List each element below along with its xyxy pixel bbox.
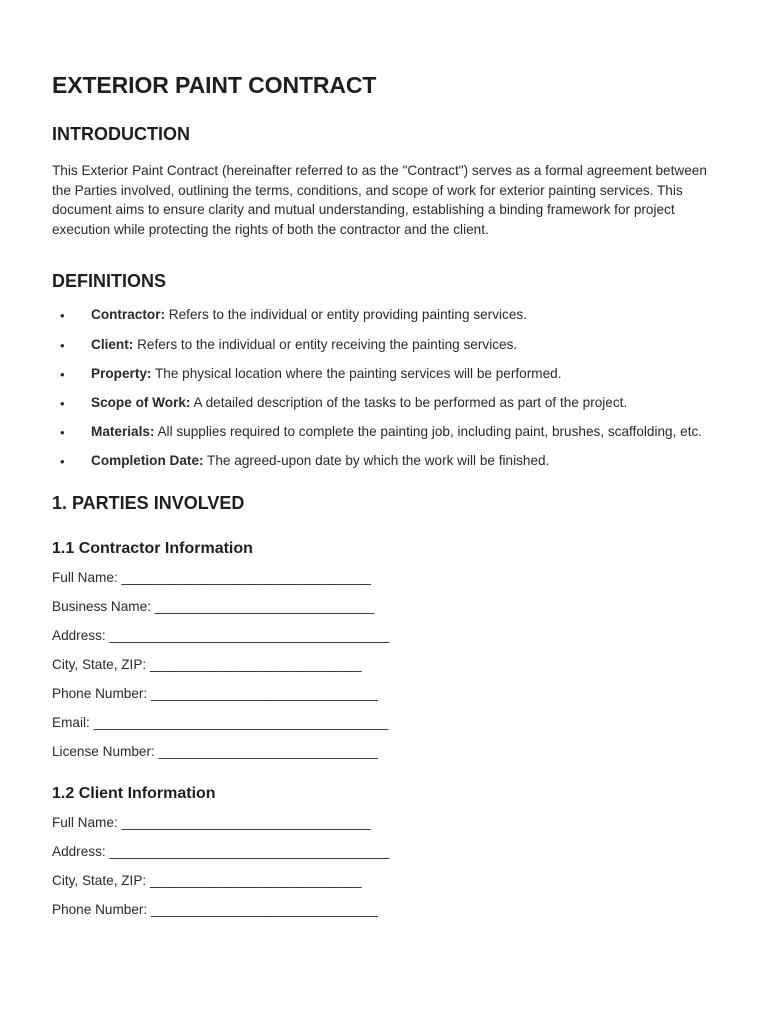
contractor-fields [52, 568, 710, 762]
definition-item-scope-of-work [52, 393, 711, 413]
definition-text: Refers to the individual or entity providing painting services. [165, 307, 527, 323]
definition-term: Completion Date: [91, 453, 204, 469]
introduction-text: This Exterior Paint Contract (hereinafter referred to as the "Contract") serves as a formal agreement between the Parties involved, outlining the terms, conditions, and scope of work for exterior painting services. This document aims to ensure clarity and mutual understanding, establishing a binding framework for project execution while protecting the rights of both the contractor and the client. [52, 163, 707, 237]
bullet-icon: • [60, 308, 65, 324]
bullet-icon: • [60, 454, 65, 470]
definition-text: Refers to the individual or entity receiving the painting services. [133, 336, 518, 352]
definition-item-contractor [52, 305, 711, 325]
bullet-icon: • [60, 425, 65, 441]
contractor-email-field[interactable]: Email: _______________________________________ [52, 715, 389, 731]
client-info-heading: 1.2 Client Information [52, 785, 216, 803]
definitions-list [52, 305, 710, 471]
bullet-icon: • [60, 337, 65, 353]
contractor-full-name-field[interactable]: Full Name: _________________________________ [52, 569, 371, 585]
contractor-info-heading: 1.1 Contractor Information [52, 539, 253, 557]
definition-term: Property: [91, 365, 152, 381]
definition-term: Materials: [91, 424, 155, 440]
definition-item-completion-date [52, 451, 711, 471]
definition-item-client [52, 335, 711, 355]
bullet-icon: • [60, 395, 65, 411]
bullet-icon: • [60, 366, 65, 382]
client-phone-field[interactable]: Phone Number: ______________________________ [52, 902, 378, 918]
definition-item-materials [52, 422, 711, 442]
definition-term: Contractor: [91, 307, 166, 323]
contractor-address-field[interactable]: Address: _____________________________________ [52, 628, 390, 644]
client-city-state-zip-field[interactable]: City, State, ZIP: ____________________________ [52, 873, 362, 889]
client-address-field[interactable]: Address: _____________________________________ [52, 844, 390, 860]
definitions-heading: DEFINITIONS [52, 271, 167, 292]
definition-term: Scope of Work: [91, 394, 191, 410]
definition-text: The physical location where the painting services will be performed. [151, 365, 562, 381]
contractor-license-field[interactable]: License Number: _____________________________ [52, 744, 378, 760]
definition-text: A detailed description of the tasks to be performed as part of the project. [190, 394, 628, 410]
document-title: EXTERIOR PAINT CONTRACT [52, 72, 377, 98]
definition-text: The agreed-upon date by which the work will be finished. [203, 453, 550, 469]
contractor-business-name-field[interactable]: Business Name: _____________________________ [52, 599, 374, 614]
definition-text: All supplies required to complete the painting job, including paint, brushes, scaffolding, etc. [154, 424, 703, 440]
parties-heading: 1. PARTIES INVOLVED [52, 492, 245, 513]
definition-term: Client: [91, 336, 134, 352]
client-fields [52, 813, 710, 920]
introduction-heading: INTRODUCTION [52, 124, 190, 144]
client-full-name-field[interactable]: Full Name: _________________________________ [52, 815, 371, 831]
definition-item-property [52, 364, 711, 384]
contractor-city-state-zip-field[interactable]: City, State, ZIP: ____________________________ [52, 657, 362, 673]
contractor-phone-field[interactable]: Phone Number: ______________________________ [52, 686, 378, 702]
